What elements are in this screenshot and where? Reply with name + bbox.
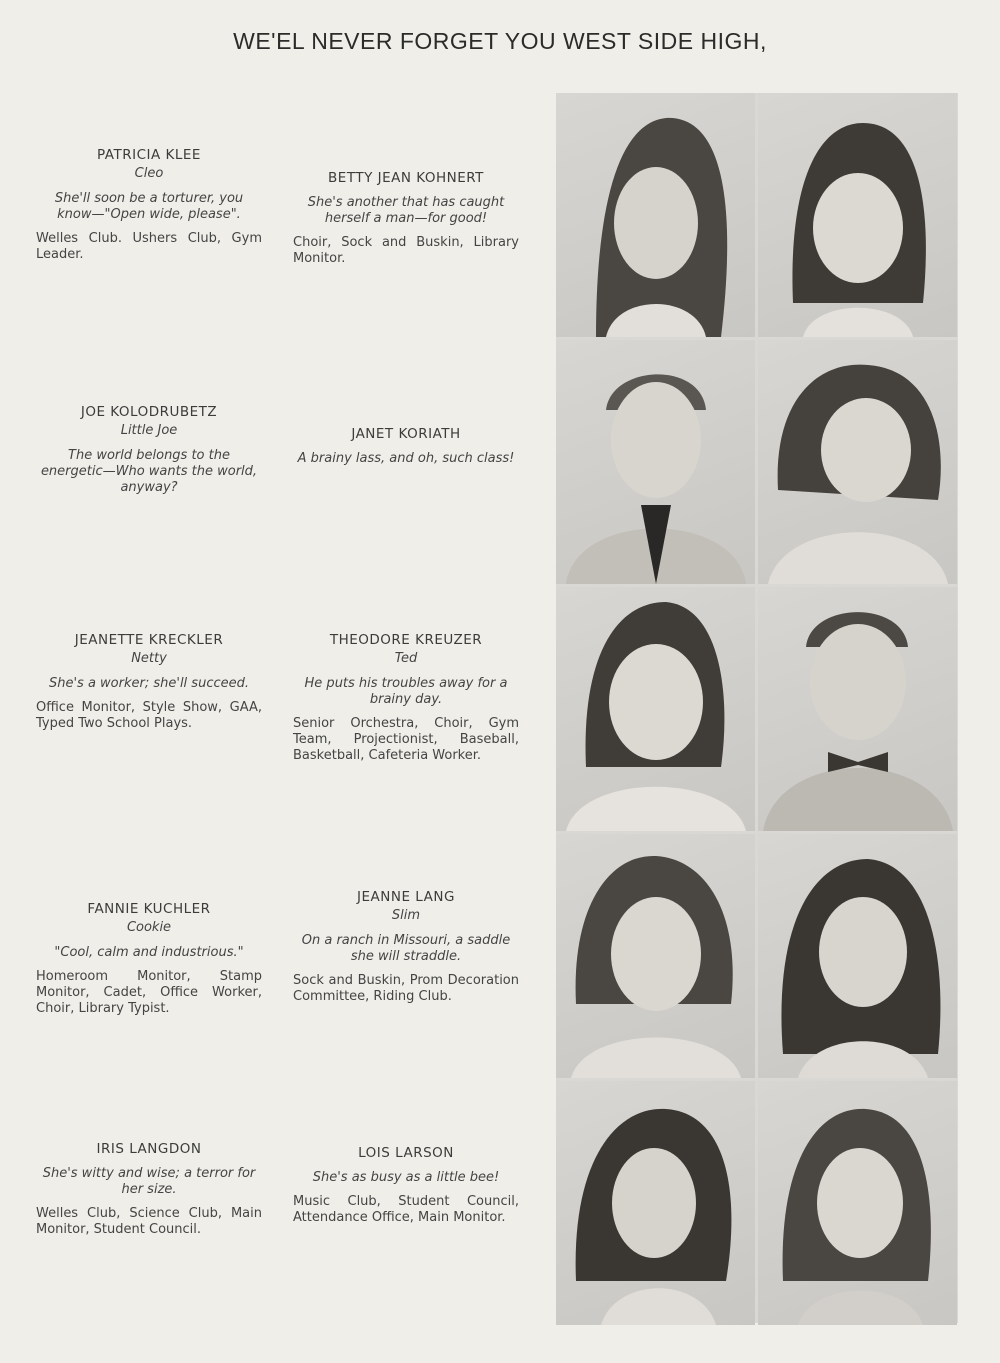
student-quote: She's as busy as a little bee! — [312, 1170, 500, 1185]
entry-betty-jean-kohnert — [293, 170, 519, 267]
student-activities: Welles Club. Ushers Club, Gym Leader. — [36, 231, 262, 262]
entry-jeanette-kreckler — [36, 632, 262, 732]
entry-patricia-klee — [36, 147, 262, 263]
page-title: WE'EL NEVER FORGET YOU WEST SIDE HIGH, — [233, 28, 767, 54]
entry-lois-larson — [293, 1145, 519, 1226]
portrait-jeanette-kreckler — [556, 587, 755, 831]
entry-iris-langdon — [36, 1141, 262, 1238]
portrait-betty-jean-kohnert — [758, 93, 957, 337]
student-activities: Choir, Sock and Buskin, Library Monitor. — [293, 235, 519, 266]
student-name: FANNIE KUCHLER — [87, 901, 211, 917]
portrait-grid — [556, 93, 958, 1323]
student-nickname: Little Joe — [120, 423, 178, 438]
student-activities: Sock and Buskin, Prom Decoration Committee, Riding Club. — [293, 973, 519, 1004]
student-quote: She'll soon be a torturer, you know—"Open wide, please". — [54, 191, 244, 222]
portrait-patricia-klee — [556, 93, 755, 337]
portrait-joe-kolodrubetz — [556, 340, 755, 584]
student-quote: She's a worker; she'll succeed. — [48, 676, 249, 691]
student-nickname: Netty — [131, 651, 167, 666]
entry-jeanne-lang — [293, 889, 519, 1005]
student-quote: The world belongs to the energetic—Who wants the world, anyway? — [40, 448, 258, 495]
entry-joe-kolodrubetz — [36, 404, 262, 504]
student-name: BETTY JEAN KOHNERT — [328, 170, 484, 186]
student-quote: "Cool, calm and industrious." — [54, 945, 244, 960]
student-activities: Office Monitor, Style Show, GAA, Typed Two School Plays. — [36, 700, 262, 731]
student-name: PATRICIA KLEE — [97, 147, 201, 163]
student-nickname: Cookie — [126, 920, 172, 935]
portrait-fannie-kuchler — [556, 834, 755, 1078]
portrait-janet-koriath — [758, 340, 957, 584]
entry-theodore-kreuzer — [293, 632, 519, 764]
student-nickname: Slim — [391, 908, 421, 923]
student-nickname: Ted — [394, 651, 418, 666]
student-name: THEODORE KREUZER — [329, 632, 483, 648]
student-quote: On a ranch in Missouri, a saddle she will straddle. — [301, 933, 511, 964]
entry-janet-koriath — [293, 426, 519, 475]
student-name: LOIS LARSON — [358, 1145, 454, 1161]
student-activities: Music Club, Student Council, Attendance Office, Main Monitor. — [293, 1194, 519, 1225]
student-name: JEANNE LANG — [357, 889, 455, 905]
student-name: JEANETTE KRECKLER — [74, 632, 224, 648]
student-activities: Homeroom Monitor, Stamp Monitor, Cadet, Office Worker, Choir, Library Typist. — [36, 969, 262, 1016]
student-quote: She's witty and wise; a terror for her size. — [42, 1166, 256, 1197]
student-nickname: Cleo — [134, 166, 164, 181]
student-quote: He puts his troubles away for a brainy day. — [304, 676, 508, 707]
student-name: JANET KORIATH — [351, 426, 461, 442]
portrait-iris-langdon — [556, 1081, 755, 1325]
student-name: JOE KOLODRUBETZ — [80, 404, 218, 420]
student-name: IRIS LANGDON — [96, 1141, 202, 1157]
student-activities: Welles Club, Science Club, Main Monitor, Student Council. — [36, 1206, 262, 1237]
portrait-theodore-kreuzer — [758, 587, 957, 831]
portrait-lois-larson — [758, 1081, 957, 1325]
student-quote: She's another that has caught herself a man—for good! — [307, 195, 505, 226]
entry-fannie-kuchler — [36, 901, 262, 1017]
student-activities: Senior Orchestra, Choir, Gym Team, Projectionist, Baseball, Basketball, Cafeteria Worker. — [293, 716, 519, 763]
portrait-jeanne-lang — [758, 834, 957, 1078]
student-quote: A brainy lass, and oh, such class! — [297, 451, 515, 466]
